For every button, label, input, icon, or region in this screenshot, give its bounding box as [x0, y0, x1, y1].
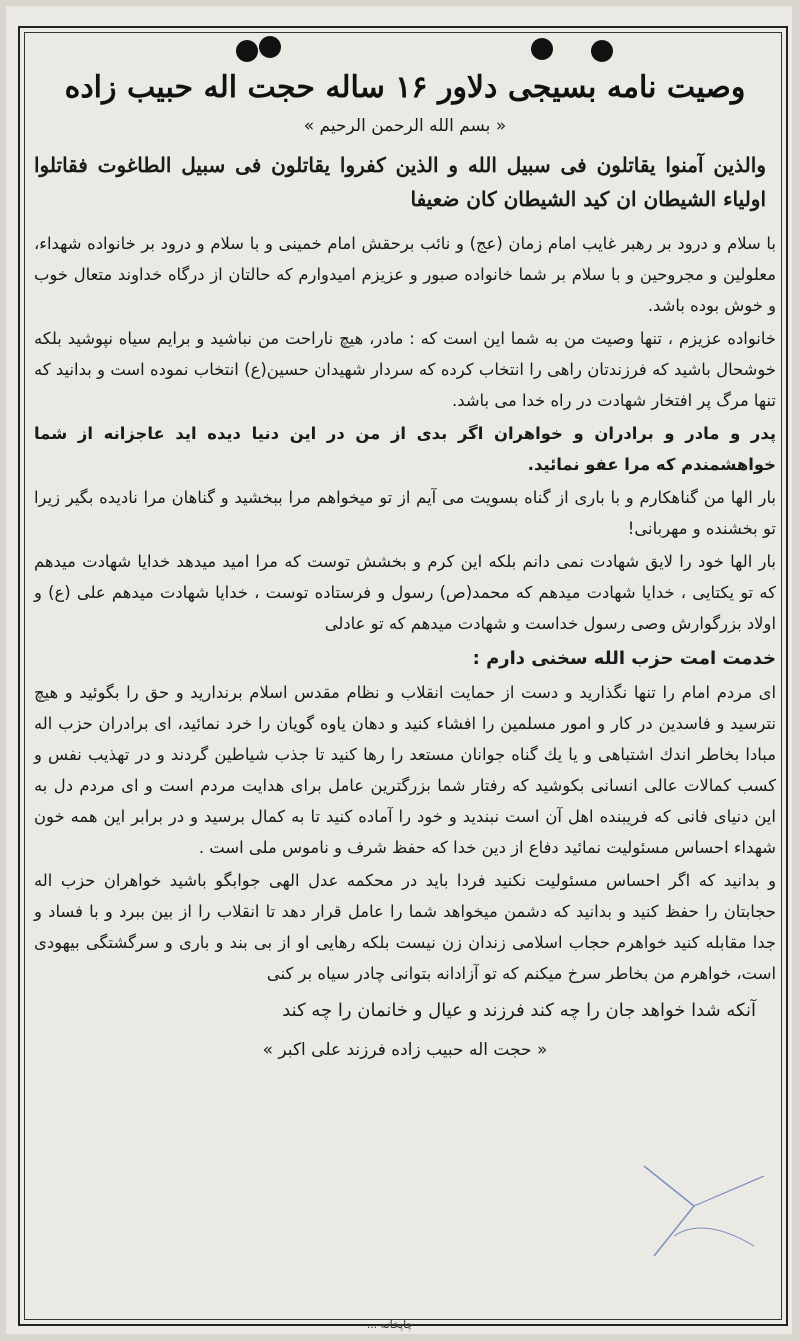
paragraph-3: پدر و مادر و برادران و خواهران اگر بدی از من در این دنیا دیده اید عاجزانه از شما خواهشمندم که مرا عفو نمائید. — [34, 424, 776, 474]
closing-verse: آنکه شدا خواهد جان را چه کند فرزند و عیال و خانمان را چه کند — [282, 1000, 756, 1021]
will-content — [34, 54, 776, 1320]
document-title: وصیت نامه بسیجی دلاور ۱۶ ساله حجت اله حبیب زاده — [64, 70, 746, 105]
quran-verse: والذین آمنوا یقاتلون فی سبیل الله و الذین کفروا یقاتلون فی سبیل الطاغوت فقاتلوا اولیاء الشیطان ان کید الشیطان کان ضعیفا — [34, 153, 766, 211]
paragraph-2: خانواده عزیزم ، تنها وصیت من به شما این است که : مادر، هیچ ناراحت من نباشید و برایم سیاه نپوشید بلکه خوشحال باشید که فرزندتان راهی را انتخاب کرده که سردار شهیدان حسین(ع) انتخاب نموده است و بدانید که تنها مرگ پر افتخار شهادت در راه خدا می باشد. — [34, 329, 776, 410]
paragraph-7: و بدانید که اگر احساس مسئولیت نکنید فردا باید در محکمه عدل الهی جوابگو باشید خواهران حزب اله حجابتان را حفظ کنید و بدانید که دشمن میخواهد شما را عامل قرار دهد تا انقلاب را از بین ببرد و با فساد و جدا مقابله کنید خواهرم حجاب اسلامی زندان زن نیست بلکه رهایی او از بی بند و باری و سرگشتگی بیهودی است، خواهرم من بخاطر سرخ میکنم که تو آزادانه بتوانی چادر سیاه بر کنی — [34, 871, 776, 983]
signature-name: « حجت اله حبیب زاده فرزند علی اکبر » — [262, 1040, 548, 1060]
section-heading: خدمت امت حزب الله سخنی دارم : — [472, 648, 776, 669]
paragraph-4: بار الها من گناهکارم و با باری از گناه بسویت می آیم از تو میخواهم مرا ببخشید و گناهان مرا نادیده بگیر زیرا تو بخشنده و مهربانی! — [34, 488, 776, 538]
print-footer: چاپخانه ... — [366, 1318, 414, 1331]
stamp-icon — [634, 1146, 774, 1276]
document-page — [6, 6, 792, 1334]
paragraph-1: با سلام و درود بر رهبر غایب امام زمان (عج) و نائب برحقش امام خمینی و با سلام و درود بر خانواده شهداء، معلولین و مجروحین و با سلام بر شما خانواده صبور و عزیزم امیدوارم که حالتان از درگاه خداوند متعال خوب و خوش بوده باشد. — [34, 234, 776, 315]
basmala: « بسم الله الرحمن الرحیم » — [303, 116, 507, 136]
paragraph-6: ای مردم امام را تنها نگذارید و دست از حمایت انقلاب و نظام مقدس اسلام برندارید و حق را بگوئید و هیچ نترسید و فاسدین در کار و امور مسلمین را افشاء کنید و دهان یاوه گویان را خرد نمائید، ای برادران حزب اله مبادا بخاطر اندك اشتباهی و یا یك گناه جوانان مستعد را رها کنید تا جذب شیاطین گردند و در تهذیب نفس و کسب کمالات عالی انسانی بکوشید که رفتار شما بزرگترین عامل برای هدایت مردم است و ای مردم دل به این دنیای فانی که فریبنده اهل آن است نبندید و خود را آماده کنید تا به کمال برسید و در برابر این همه خون شهداء احساس مسئولیت نمائید دفاع از دین خدا که حفظ شرف و ناموس ملی است . — [34, 683, 776, 857]
paragraph-5: بار الها خود را لایق شهادت نمی دانم بلکه این کرم و بخشش توست که مرا امید میدهد خدایا شهادت میدهم که تو یکتایی ، خدایا شهادت میدهم که محمد(ص) رسول و فرستاده توست ، خدایا شهادت میدهم علی (ع) و اولاد بزرگوارش وصی رسول خداست و شهادت میدهم که تو عادلی — [34, 552, 776, 633]
